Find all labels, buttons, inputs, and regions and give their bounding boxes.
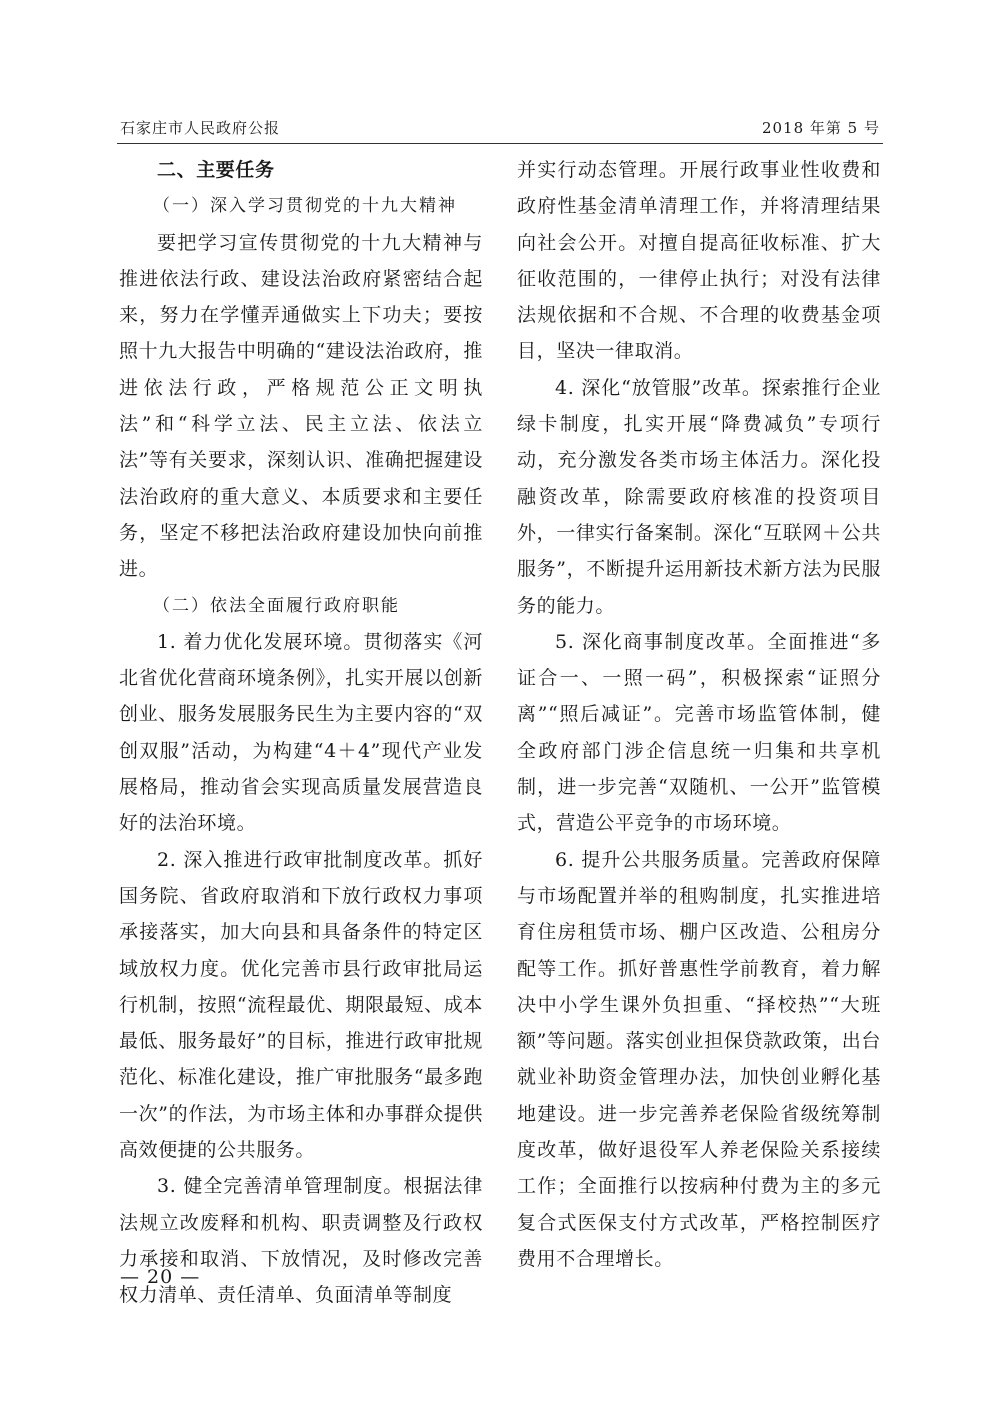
paragraph-item4: 4. 深化“放管服”改革。探索推行企业绿卡制度，扎实开展“降费减负”专项行动，充分激发各类市场主体活力。深化投融资改革，除需要政府核准的投资项目外，一律实行备案制。深化“互联网＋公共服务”，不断提升运用新技术新方法为民服务的能力。 bbox=[517, 376, 881, 617]
issue-number: 2018 年第 5 号 bbox=[761, 119, 880, 137]
paragraph-section1: 要把学习宣传贯彻党的十九大精神与推进依法行政、建设法治政府紧密结合起来，努力在学懂弄通做实上下功夫；要按照十九大报告中明确的“建设法治政府，推进依法行政，严格规范公正文明执法”和“科学立法、民主立法、依法立法”等有关要求，深刻认识、准确把握建设法治政府的重大意义、本质要求和主要任务，坚定不移把法治政府建设加快向前推进。 bbox=[119, 231, 483, 581]
paragraph-item2: 2. 深入推进行政审批制度改革。抓好国务院、省政府取消和下放行政权力事项承接落实，加大向县和具备条件的特定区域放权力度。优化完善市县行政审批局运行机制，按照“流程最优、期限最短、成本最低、服务最好”的目标，推进行政审批规范化、标准化建设，推广审批服务“最多跑一次”的作法，为市场主体和办事群众提供高效便捷的公共服务。 bbox=[119, 848, 483, 1162]
page-number: — 20 — bbox=[120, 1266, 201, 1288]
paragraph-item3-part1: 3. 健全完善清单管理制度。根据法律法规立改废释和机构、职责调整及行政权力承接和取消、下放情况，及时修改完善权力清单、责任清单、负面清单等制度 bbox=[119, 1175, 483, 1307]
subsection-title-1: （一）深入学习贯彻党的十九大精神 bbox=[153, 196, 457, 217]
subsection-title-2: （二）依法全面履行政府职能 bbox=[153, 595, 400, 616]
publication-title: 石家庄市人民政府公报 bbox=[120, 119, 281, 137]
right-column bbox=[517, 152, 881, 1277]
paragraph-item1: 1. 着力优化发展环境。贯彻落实《河北省优化营商环境条例》，扎实开展以创新创业、服务发展服务民生为主要内容的“双创双服”活动，为构建“4＋4”现代产业发展格局，推动省会实现高质量发展营造良好的法治环境。 bbox=[119, 630, 483, 835]
running-header bbox=[120, 117, 880, 141]
left-column bbox=[119, 152, 483, 1314]
paragraph-item5: 5. 深化商事制度改革。全面推进“多证合一、一照一码”，积极探索“证照分离”“照后减证”。完善市场监管体制，健全政府部门涉企信息统一归集和共享机制，进一步完善“双随机、一公开”监管模式，营造公平竞争的市场环境。 bbox=[517, 630, 881, 835]
header-rule bbox=[117, 143, 883, 144]
paragraph-item3-part2: 并实行动态管理。开展行政事业性收费和政府性基金清单清理工作，并将清理结果向社会公开。对擅自提高征收标准、扩大征收范围的，一律停止执行；对没有法律法规依据和不合规、不合理的收费基金项目，坚决一律取消。 bbox=[517, 159, 881, 363]
section-heading: 二、主要任务 bbox=[157, 159, 275, 181]
paragraph-item6: 6. 提升公共服务质量。完善政府保障与市场配置并举的租购制度，扎实推进培育住房租赁市场、棚户区改造、公租房分配等工作。抓好普惠性学前教育，着力解决中小学生课外负担重、“择校热”“大班额”等问题。落实创业担保贷款政策，出台就业补助资金管理办法，加快创业孵化基地建设。进一步完善养老保险省级统筹制度改革，做好退役军人养老保险关系接续工作；全面推行以按病种付费为主的多元复合式医保支付方式改革，严格控制医疗费用不合理增长。 bbox=[517, 848, 881, 1270]
